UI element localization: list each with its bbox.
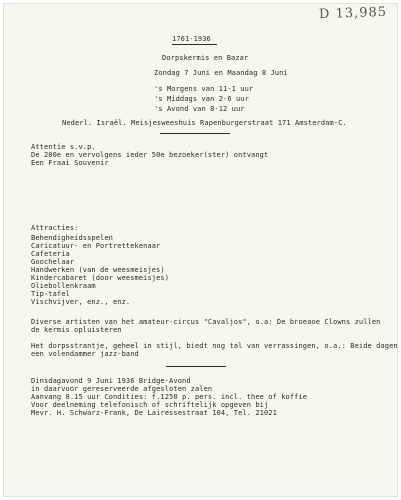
- attention-line: Een Fraai Souvenir: [31, 159, 109, 167]
- bridge-section: [31, 377, 307, 417]
- bridge-line: Aanvang 8.15 uur Condities: f.1250 p. pers. incl. thee of koffie: [31, 393, 308, 401]
- circus-section: [31, 318, 380, 334]
- circus-line: de kermis opluisteren: [31, 326, 122, 334]
- attention-line: De 200e en vervolgens ieder 50e bezoeker(ster) ontvangt: [31, 151, 269, 159]
- header-dates: Zondag 7 Juni en Maandag 8 Juni: [154, 69, 288, 77]
- attraction-item: Tip-tafel: [31, 290, 70, 298]
- attention-line: Attentie s.v.p.: [31, 143, 96, 151]
- attractions-heading: Attracties:: [31, 224, 79, 232]
- attraction-item: Cafeteria: [31, 250, 70, 258]
- attraction-item: Vischvijver, enz., enz.: [31, 298, 131, 306]
- time-morning: 's Morgens van 11-1 uur: [154, 85, 254, 93]
- header-title: Dorpskermis en Bazar: [162, 54, 249, 62]
- header-divider: [160, 133, 230, 134]
- bridge-line: Dinsdagavond 9 Juni 1936 Bridge-Avond: [31, 377, 191, 385]
- bridge-line: Mevr. H. Schwarz-Frank, De Lairessestraat 104, Tel. 21021: [31, 409, 277, 417]
- archive-reference: D 13,985: [318, 4, 388, 23]
- circus-line: Diverse artisten van het amateur-circus "Cavaljos", o.a: De broeaoe Clowns zullen: [31, 318, 381, 326]
- program-line: een volendammer jazz-band: [31, 350, 139, 358]
- program-line: Het dorpsstrantje, geheel in stijl, biedt nog tal van verrassingen, o.a.: Beide dagen: [31, 342, 398, 350]
- section-divider: [166, 366, 226, 367]
- attractions-section: [31, 224, 169, 304]
- bridge-line: Voor deelneming telefonisch of schriftelijk opgeven bij: [31, 401, 269, 409]
- time-evening: 's Avond van 8-12 uur: [154, 105, 245, 113]
- attraction-item: Oliebollenkraam: [31, 282, 96, 290]
- time-afternoon: 's Middags van 2-6 uur: [154, 95, 249, 103]
- attraction-item: Goochelaar: [31, 258, 75, 266]
- attraction-item: Behendigheidsspelen: [31, 234, 113, 242]
- bridge-line: in daarvoor gereserveerde afgesloten zalen: [31, 385, 213, 393]
- attraction-item: Kindercabaret (door weesmeisjes): [31, 274, 170, 282]
- venue-address: Nederl. Israël. Meisjesweeshuis Rapenburgerstraat 171 Amsterdam-C.: [62, 119, 347, 127]
- program-section: [31, 342, 398, 358]
- attention-section: [31, 143, 268, 167]
- attraction-item: Caricatuur- en Portrettekenaar: [31, 242, 161, 250]
- header-years: 1761-1936: [172, 35, 211, 43]
- attraction-item: Handwerken (van de weesmeisjes): [31, 266, 165, 274]
- years-underline: [172, 44, 217, 45]
